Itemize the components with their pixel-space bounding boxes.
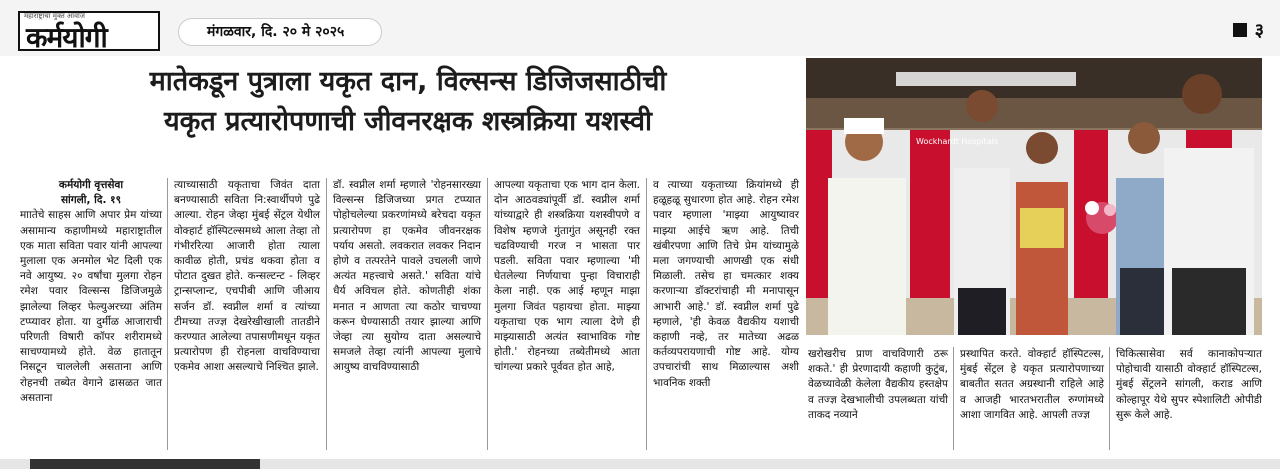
article-column-3 (333, 178, 481, 376)
article-column-1 (20, 178, 162, 406)
article-column-5 (653, 178, 799, 391)
column-4-text: आपल्या यकृताचा एक भाग दान केला. दोन आठवड्यांपूर्वी डॉ. स्वप्नील शर्मा यांच्याद्वारे ही शस्त्रक्रिया यशस्वीपणे व विशेष म्हणजे गुंतागुंत असूनही रक्त चढविण्याची गरज न भासता पार पडली. सविता पवार म्हणाल्या 'मी घेतलेल्या निर्णयाचा पुन्हा विचाराही केला नाही. एक आई म्हणून माझा मुलगा जिवंत पहायचा होता. माझ्या यकृताचा एक भाग त्याला देणे ही माझ्यासाठी अत्यंत स्वाभाविक गोष्ट होती.' रोहनच्या तब्येतीमध्ये आता चांगल्या प्रकारे पूर्ववत होत आहे, (494, 179, 640, 374)
column-1-text: माातेचे साहस आणि अपार प्रेम यांच्या असामान्य कहाणीमध्ये महाराष्ट्रातील एक माता सविता पवार यांनी आपल्या मुलाला एक अनमोल भेट दिली एक नवे आयुष्य. २० वर्षांचा मुलगा रोहन रमेश पवार विल्सन्स डिजिजमुळे झालेल्या लिव्हर फेल्युअरच्या अंतिम टप्प्यावर होता. या दुर्मीळ आजाराची परिणती विषारी कॉपर शरीरामध्ये साचण्यामध्ये होते. वेळ हातातून निसटून चाललेली असताना आणि रोहनची तब्येत वेगाने ढासळत जात असताना (20, 209, 162, 404)
article-column-8 (1116, 347, 1262, 423)
column-8-text: चिकित्सासेवा सर्व कानाकोपऱ्यात पोहोचावी यासाठी वोक्हार्ट हॉस्पिटल्स, मुंबई सेंट्रलने सांगली, कराड आणि कोल्हापूर येथे सुपर स्पेशालिटी ओपीडी सुरू केले आहे. (1116, 348, 1262, 421)
column-divider (953, 347, 954, 450)
issue-date: मंगळवार, दि. २० मे २०२५ (178, 18, 382, 46)
article-photo (806, 58, 1262, 335)
brand-name: कर्मयोगी (26, 21, 107, 54)
column-7-text: प्रस्थापित करते. वोक्हार्ट हॉस्पिटल्स, मुंबई सेंट्रल हे यकृत प्रत्यारोपणाच्या बाबतीत सतत अग्रस्थानी राहिले आहे व आजही भारतभरातील रुग्णांमध्ये आशा जागवित आहे. आपली तज्ज्ञ (960, 348, 1104, 421)
article-column-2 (174, 178, 320, 376)
next-article-strip (0, 459, 1280, 469)
column-divider (167, 178, 168, 450)
column-divider (326, 178, 327, 450)
column-6-text: खरोखरीच प्राण वाचविणारी ठरू शकते.' ही प्रेरणादायी कहाणी कुटुंब, वेळच्यावेळी केलेला वैद्यकीय हस्तक्षेप व तज्ज्ञ देखभालीची उपलब्धता यांची ताकद नव्याने (808, 348, 948, 421)
headline (20, 62, 796, 142)
byline-agency: कर्मयोगी वृत्तसेवा (58, 179, 124, 191)
article-column-7 (960, 347, 1104, 423)
page-number-value: ३ (1254, 20, 1264, 41)
brand-tagline: महाराष्ट्राचा मुक्त आवाज (24, 12, 85, 20)
column-divider (646, 178, 647, 450)
masthead (0, 0, 1280, 56)
banner-text: Wockhardt Hospitals (916, 137, 999, 146)
column-3-text: डॉ. स्वप्नील शर्मा म्हणाले 'रोहनसारख्या विल्सन्स डिजिजच्या प्रगत टप्प्यात पोहोचलेल्या प्रकरणांमध्ये बरेचदा यकृत प्रत्यारोपण हा एकमेव जीवनरक्षक पर्याय असतो. लवकरात लवकर निदान होणे व तत्परतेने पावले उचलली जाणे अत्यंत महत्त्वाचे असते.' सविता यांचे धैर्य अविचल होते. कोणतीही शंका मनात न आणता त्या कठोर चाचण्या करून घेण्यासाठी तयार झाल्या आणि जेव्हा त्या सुयोग्य दाता असल्याचे समजले तेव्हा त्यांनी आपल्या मुलाचे आयुष्य वाचविण्यासाठी (333, 179, 481, 374)
brand-logo[interactable] (18, 11, 160, 54)
page-number (1233, 18, 1264, 42)
article-column-4 (494, 178, 640, 376)
headline-line-2: यकृत प्रत्यारोपणाची जीवनरक्षक शस्त्रक्रिया यशस्वी (163, 106, 653, 137)
column-divider (1109, 347, 1110, 450)
photo-illustration (806, 58, 1262, 335)
column-5-text: व त्याच्या यकृताच्या क्रियांमध्ये ही हळूहळू सुधारणा होत आहे. रोहन रमेश पवार म्हणाला 'माझ्या आयुष्यावर माझ्या आईचे ऋण आहे. तिची खंबीरपणा आणि तिचे प्रेम यांच्यामुळे मला जगण्याची आणखी एक संधी मिळाली. तसेच हा चमत्कार शक्य करणाऱ्या डॉक्टरांचाही मी मनापासून आभारी आहे.' डॉ. स्वप्नील शर्मा पुढे म्हणाले, 'ही केवळ वैद्यकीय यशाची कहाणी नव्हे, तर मातेच्या अढळ कर्तव्यपरायणाची गोष्ट आहे. योग्य उपचारांची साथ मिळाल्यास अशी भावनिक शक्ती (653, 179, 799, 389)
square-bullet-icon (1233, 23, 1247, 37)
next-headline-fragment (30, 459, 260, 469)
byline-place: सांगली, दि. १९ (60, 194, 122, 207)
article-column-6 (808, 347, 948, 423)
headline-line-1: मातेकडून पुत्राला यकृत दान, विल्सन्स डिजिजसाठीची (149, 66, 667, 97)
column-2-text: त्याच्यासाठी यकृताचा जिवंत दाता बनण्यासाठी सविता नि:स्वार्थीपणे पुढे आल्या. रोहन जेव्हा मुंबई सेंट्रल येथील वोक्हार्ट हॉस्पिटल्समध्ये आला तेव्हा तो गंभीररित्या आजारी होता त्याला कावीळ होती, प्रचंड थकवा होता व पोटात दुखत होते. कन्सल्टन्ट - लिव्हर ट्रान्सप्लान्ट, एचपीबी आणि जीआय सर्जन डॉ. स्वप्नील शर्मा व त्यांच्या टीमच्या तज्ज्ञ देखरेखीखाली तातडीने करण्यात आलेल्या तपासणीमधून यकृत प्रत्यारोपण ही रोहनला वाचविण्याचा एकमेव आशा असल्याचे निश्चित झाले. (174, 179, 320, 374)
column-divider (487, 178, 488, 450)
